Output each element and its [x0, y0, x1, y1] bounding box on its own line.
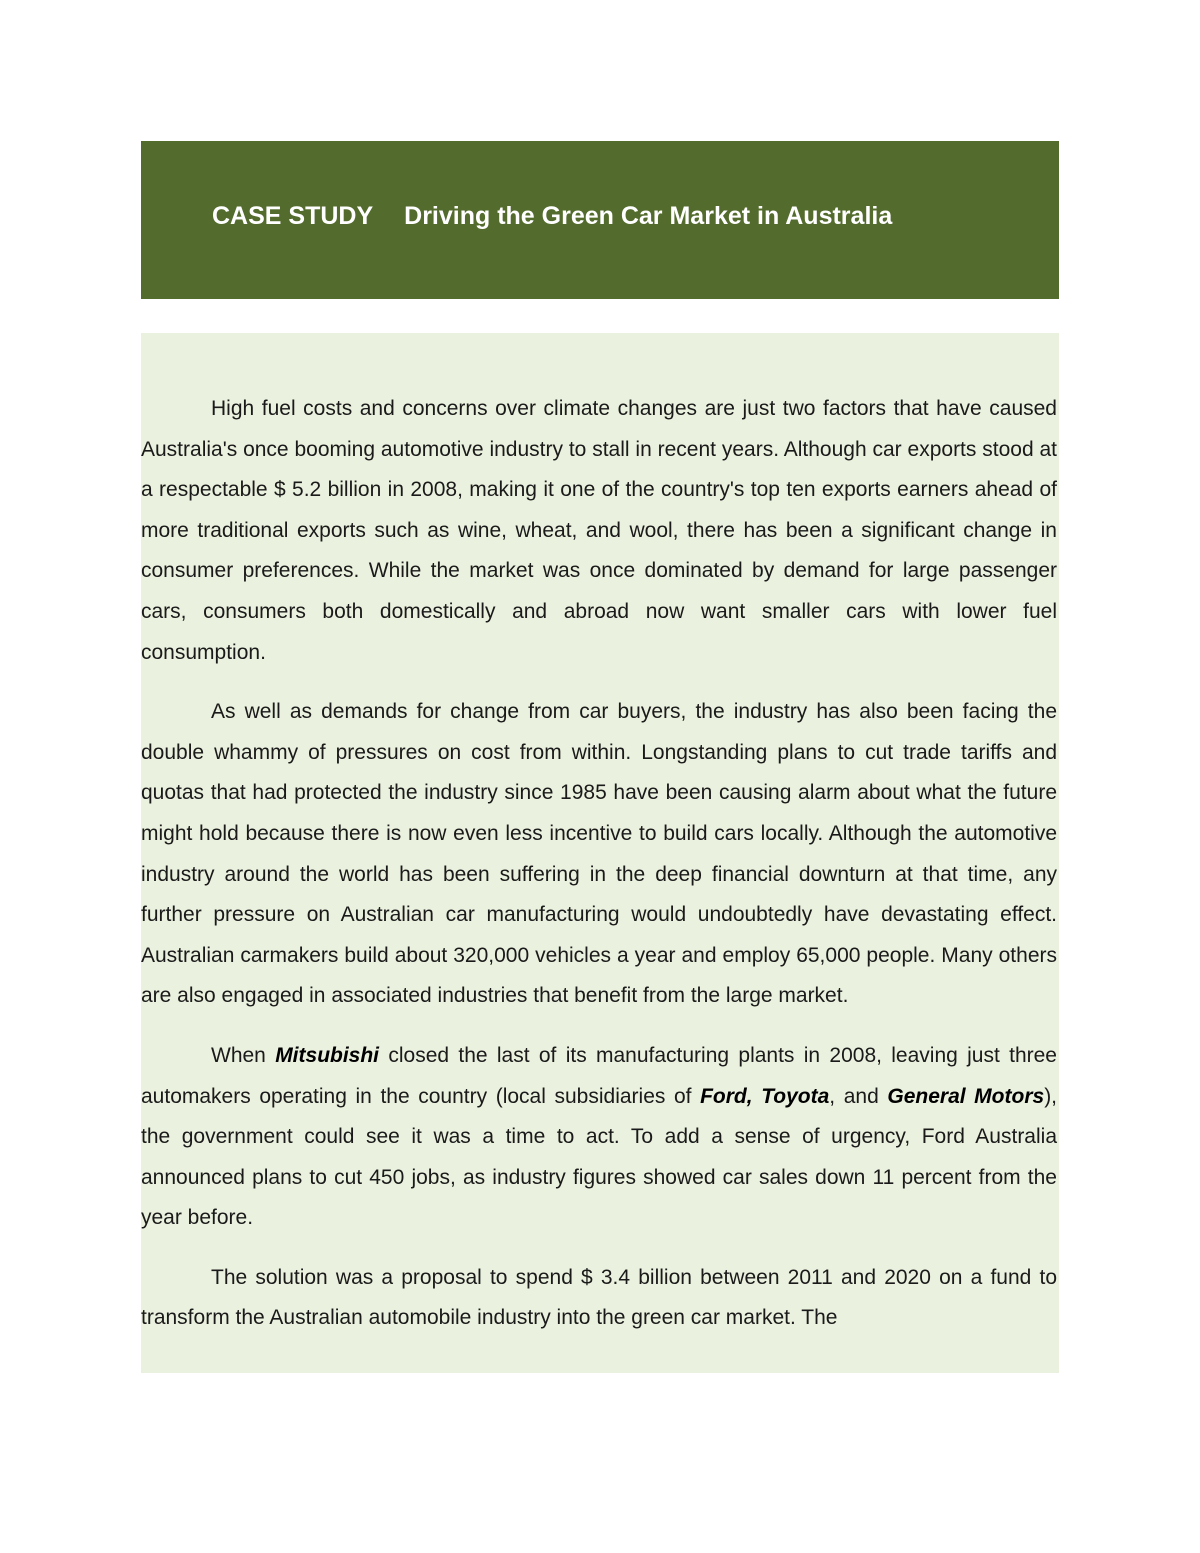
- paragraph-1: High fuel costs and concerns over climate changes are just two factors that have caused Australia's once booming automotive industry to stall in recent years. Although car exports stood at a respectable $ 5.2 billion in 2008, making it one of the country's top ten exports earners ahead of more traditional exports such as wine, wheat, and wool, there has been a significant change in consumer preferences. While the market was once dominated by demand for large passenger cars, consumers both domestically and abroad now want smaller cars with lower fuel consumption.: [141, 397, 1057, 664]
- paragraph-3-text: closed the last of its manufacturing plants in 2008, leaving just three automakers operating in the country (local subsidiaries of: [141, 1043, 1057, 1108]
- paragraph-3: [141, 1036, 1057, 1239]
- company-mitsubishi: Mitsubishi: [275, 1043, 380, 1067]
- article-text: [141, 389, 1057, 1358]
- paragraph-2: As well as demands for change from car buyers, the industry has also been facing the double whammy of pressures on cost from within. Longstanding plans to cut trade tariffs and quotas that had protected the industry since 1985 have been causing alarm about what the future might hold because there is now even less incentive to build cars locally. Although the automotive industry around the world has been suffering in the deep financial downturn at that time, any further pressure on Australian car manufacturing would undoubtedly have devastating effect. Australian carmakers build about 320,000 vehicles a year and employ 65,000 people. Many others are also engaged in associated industries that benefit from the large market.: [141, 700, 1057, 1008]
- paragraph-3-text: When: [211, 1043, 276, 1067]
- paragraph-4: The solution was a proposal to spend $ 3.4 billion between 2011 and 2020 on a fund to transform the Australian automobile industry into the green car market. The: [141, 1265, 1057, 1330]
- page-title: [212, 201, 892, 231]
- company-toyota: Toyota: [761, 1084, 830, 1108]
- company-ford: Ford: [700, 1084, 747, 1108]
- header-banner: [141, 141, 1059, 299]
- company-general-motors: General Motors: [887, 1084, 1045, 1108]
- paragraph-3-text: ), the government could see it was a time to act. To add a sense of urgency, Ford Australia announced plans to cut 450 jobs, as industry figures showed car sales down 11 percent from the year before.: [141, 1084, 1058, 1230]
- case-study-label: CASE STUDY: [212, 202, 374, 230]
- paragraph-3-text: , and: [829, 1084, 888, 1108]
- paragraph-3-separator: ,: [746, 1084, 762, 1108]
- case-study-body: [141, 333, 1059, 1373]
- case-study-title: Driving the Green Car Market in Australia: [404, 202, 893, 230]
